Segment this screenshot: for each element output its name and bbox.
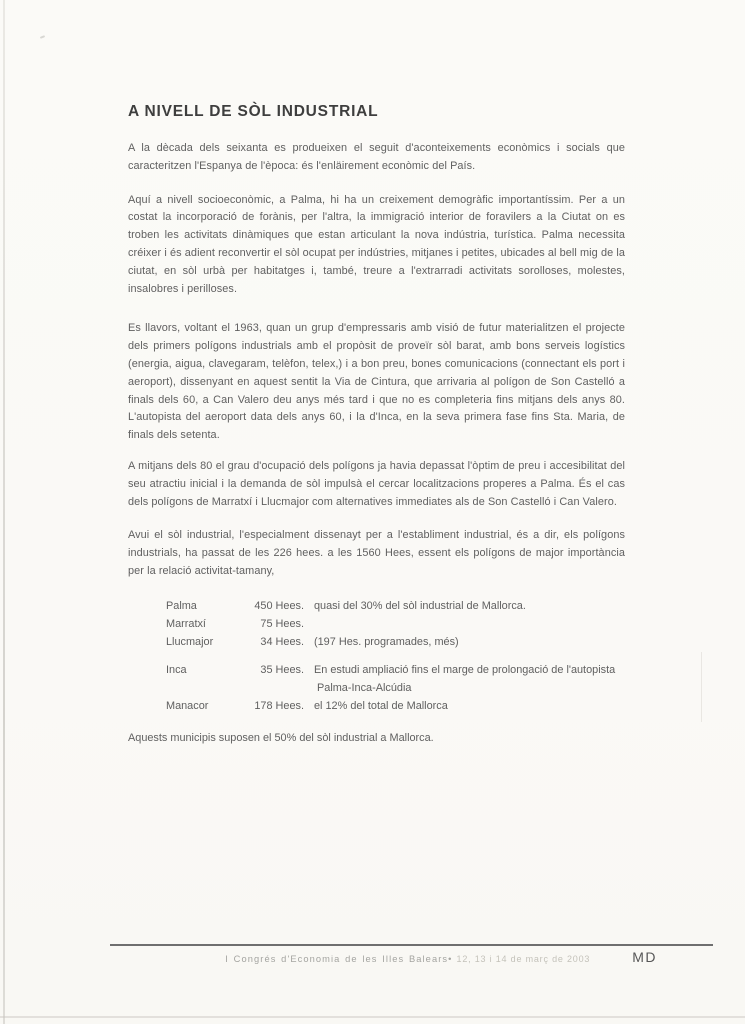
municipality-name: Manacor	[166, 699, 209, 712]
paragraph-5: Avui el sòl industrial, l'especialment dissenayt per a l'establiment industrial, és a dir, els polígons industrials, ha passat de les 226 hees. a les 1560 Hees, essent els polígons de major importància per la relació activitat-tamany,	[128, 529, 625, 577]
municipality-area: 34 Hees.	[260, 635, 304, 648]
page-title: A NIVELL DE SÒL INDUSTRIAL	[128, 103, 379, 120]
table-row	[128, 633, 625, 651]
municipality-name: Marratxí	[166, 617, 206, 630]
scan-artifact-streak	[701, 652, 702, 722]
footer-congress-date: 12, 13 i 14 de març de 2003	[456, 954, 591, 964]
municipality-area: 178 Hees.	[254, 699, 304, 712]
closing-statement: Aquests municipis suposen el 50% del sòl industrial a Mallorca.	[128, 731, 434, 744]
footer-row	[110, 946, 713, 965]
page-footer	[110, 944, 713, 965]
paragraph-3: Es llavors, voltant el 1963, quan un grup d'empressaris amb visió de futur materialitzen el projecte dels primers polígons industrials amb el propòsit de proveïr sòl barat, amb bons serveis logístics (energia, aigua, clavegaram, telèfon, telex,) i a bon preu, bones comunicacions (connectant els port i aeroport), dissenyant en aquest sentit la Via de Cintura, que arrivaria al polígon de Son Castelló a finals dels 60, a Can Valero deu anys més tard i que no es completeria fins mitjans dels anys 80. L'autopista del aeroport data dels anys 60, i la d'Inca, en la seva primera fase fins Sta. Maria, de finals dels setenta.	[128, 322, 625, 442]
municipality-note-line2: Palma-Inca-Alcúdia	[317, 681, 412, 694]
municipality-name: Llucmajor	[166, 635, 214, 648]
table-row	[128, 615, 625, 633]
document-page	[128, 103, 625, 758]
table-row-spacer	[128, 651, 625, 661]
table-row	[128, 697, 625, 715]
paragraph-4: A mitjans dels 80 el grau d'ocupació dels polígons ja havia depassat l'òptim de preu i accesibilitat del seu atractiu inicial i la demanda de sòl impulsà el cercar localitzacions properes a Palma. És el cas dels polígons de Marratxí i Llucmajor com alternatives immediates als de Son Castelló i Can Valero.	[128, 459, 625, 508]
municipality-note: (197 Hes. programades, més)	[314, 635, 459, 648]
paragraph-1: A la dècada dels seixanta es produeixen el seguit d'aconteixements econòmics i socials que caracteritzen l'Espanya de l'època: és l'enläirement econòmic del País.	[128, 142, 625, 172]
municipality-area: 75 Hees.	[260, 617, 304, 630]
municipality-table	[128, 597, 625, 715]
table-row	[128, 661, 625, 697]
municipality-note	[314, 661, 615, 697]
footer-congress-title: I Congrés d'Economia de les Illes Balears•	[225, 954, 453, 964]
footer-initials: MD	[632, 949, 657, 965]
municipality-note-line1: En estudi ampliació fins el marge de prolongació de l'autopista	[314, 663, 616, 676]
municipality-note: quasi del 30% del sòl industrial de Mallorca.	[314, 599, 526, 612]
municipality-name: Palma	[166, 599, 197, 612]
municipality-name: Inca	[166, 663, 187, 676]
table-row	[128, 597, 625, 615]
paragraph-2: Aquí a nivell socioeconòmic, a Palma, hi ha un creixement demogràfic importantíssim. Per a un costat la incorporació de forànis, per l'altra, la immigració interior de foravilers a la Ciutat on es troben les activitats dinàmiques que estan articulant la nova indústria, turística. Palma necessita créixer i és adient reconvertir el sòl ocupat per indústries, mitjanes i petites, ubicades al bell mig de la ciutat, en sòl urbà per habitatges i, també, treure a l'extrarradi activitats sorolloses, molestes, insalobres i perilloses.	[128, 193, 625, 295]
scan-edge-bottom	[0, 1016, 745, 1018]
scan-artifact-speck	[40, 35, 45, 39]
municipality-area: 35 Hees.	[260, 663, 304, 676]
municipality-area: 450 Hees.	[254, 599, 304, 612]
municipality-note: el 12% del total de Mallorca	[314, 699, 448, 712]
scan-edge-left	[3, 0, 5, 1024]
